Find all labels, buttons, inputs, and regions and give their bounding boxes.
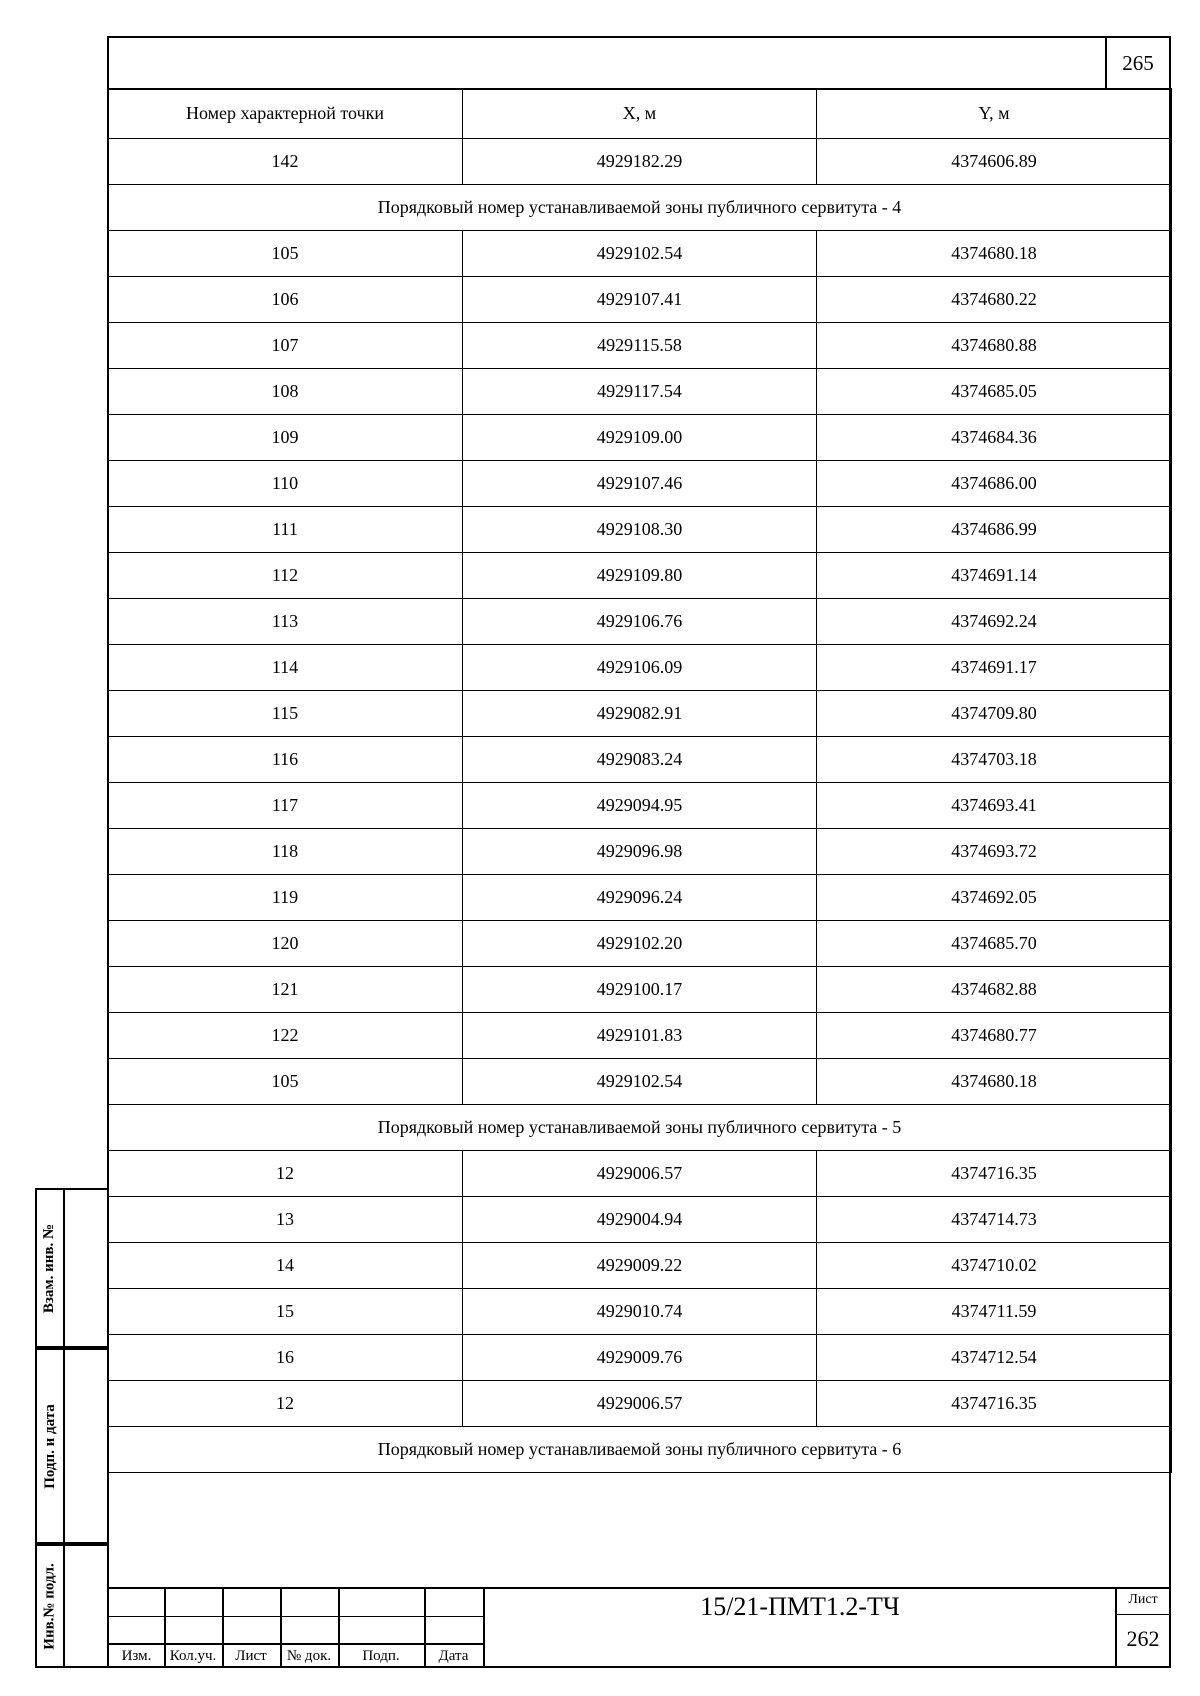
point-number-cell: 12 [108, 1381, 463, 1427]
y-coordinate-cell: 4374680.88 [817, 323, 1172, 369]
table-row [108, 921, 1172, 967]
y-coordinate-cell: 4374693.72 [817, 829, 1172, 875]
point-number-cell: 117 [108, 783, 463, 829]
y-coordinate-cell: 4374686.99 [817, 507, 1172, 553]
col-izm: Изм. [121, 1648, 152, 1664]
y-coordinate-cell: 4374691.14 [817, 553, 1172, 599]
y-coordinate-cell: 4374680.18 [817, 231, 1172, 277]
y-coordinate-cell: 4374682.88 [817, 967, 1172, 1013]
sheet-number: 262 [1126, 1626, 1160, 1651]
y-coordinate-cell: 4374684.36 [817, 415, 1172, 461]
point-number-cell: 121 [108, 967, 463, 1013]
x-coordinate-cell: 4929182.29 [463, 139, 817, 185]
table-row [108, 507, 1172, 553]
table-row [108, 599, 1172, 645]
y-coordinate-cell: 4374692.24 [817, 599, 1172, 645]
stamp-vzam-inv [35, 1188, 108, 1348]
x-coordinate-cell: 4929106.09 [463, 645, 817, 691]
y-coordinate-cell: 4374686.00 [817, 461, 1172, 507]
point-number-cell: 107 [108, 323, 463, 369]
table-row [108, 1335, 1172, 1381]
table-header-row [108, 89, 1172, 139]
x-coordinate-cell: 4929100.17 [463, 967, 817, 1013]
x-coordinate-cell: 4929083.24 [463, 737, 817, 783]
point-number-cell: 110 [108, 461, 463, 507]
table-row [108, 139, 1172, 185]
x-coordinate-cell: 4929009.76 [463, 1335, 817, 1381]
point-number-cell: 116 [108, 737, 463, 783]
y-coordinate-cell: 4374680.77 [817, 1013, 1172, 1059]
point-number-cell: 122 [108, 1013, 463, 1059]
point-number-cell: 118 [108, 829, 463, 875]
table-row [108, 829, 1172, 875]
section-title: Порядковый номер устанавливаемой зоны публичного сервитута - 4 [108, 185, 1172, 231]
table-row [108, 1151, 1172, 1197]
x-coordinate-cell: 4929102.20 [463, 921, 817, 967]
point-number-cell: 14 [108, 1243, 463, 1289]
y-coordinate-cell: 4374680.18 [817, 1059, 1172, 1105]
x-coordinate-cell: 4929094.95 [463, 783, 817, 829]
sheet-box-line [1115, 1614, 1171, 1615]
y-coordinate-cell: 4374703.18 [817, 737, 1172, 783]
table-row [108, 645, 1172, 691]
y-coordinate-cell: 4374685.05 [817, 369, 1172, 415]
section-title: Порядковый номер устанавливаемой зоны публичного сервитута - 6 [108, 1427, 1172, 1473]
y-coordinate-cell: 4374712.54 [817, 1335, 1172, 1381]
y-coordinate-cell: 4374709.80 [817, 691, 1172, 737]
header-point-number: Номер характерной точки [108, 89, 463, 139]
point-number-cell: 112 [108, 553, 463, 599]
header-y: Y, м [817, 89, 1172, 139]
stamp-inv-podl [35, 1544, 108, 1668]
col-doc-number: № док. [286, 1648, 332, 1664]
table-row [108, 1243, 1172, 1289]
table-row [108, 875, 1172, 921]
table-row [108, 691, 1172, 737]
x-coordinate-cell: 4929115.58 [463, 323, 817, 369]
point-number-cell: 12 [108, 1151, 463, 1197]
x-coordinate-cell: 4929082.91 [463, 691, 817, 737]
x-coordinate-cell: 4929096.24 [463, 875, 817, 921]
y-coordinate-cell: 4374716.35 [817, 1151, 1172, 1197]
y-coordinate-cell: 4374692.05 [817, 875, 1172, 921]
stamp-inv-podl-label: Инв.№ подл. [41, 1562, 58, 1650]
point-number-cell: 120 [108, 921, 463, 967]
col-list: Лист [235, 1648, 267, 1664]
x-coordinate-cell: 4929109.80 [463, 553, 817, 599]
col-kol-uch: Кол.уч. [169, 1648, 217, 1664]
x-coordinate-cell: 4929101.83 [463, 1013, 817, 1059]
table-body [108, 139, 1172, 1473]
x-coordinate-cell: 4929107.46 [463, 461, 817, 507]
point-number-cell: 106 [108, 277, 463, 323]
coordinates-table [107, 88, 1172, 1473]
table-row [108, 323, 1172, 369]
point-number-cell: 13 [108, 1197, 463, 1243]
table-row [108, 277, 1172, 323]
point-number-cell: 111 [108, 507, 463, 553]
stamp-podp-data [35, 1348, 108, 1544]
point-number-cell: 113 [108, 599, 463, 645]
point-number-cell: 142 [108, 139, 463, 185]
point-number-cell: 15 [108, 1289, 463, 1335]
y-coordinate-cell: 4374716.35 [817, 1381, 1172, 1427]
sheet-label: Лист [1128, 1592, 1158, 1607]
x-coordinate-cell: 4929004.94 [463, 1197, 817, 1243]
table-row [108, 553, 1172, 599]
x-coordinate-cell: 4929006.57 [463, 1151, 817, 1197]
x-coordinate-cell: 4929117.54 [463, 369, 817, 415]
table-row [108, 1289, 1172, 1335]
table-row [108, 461, 1172, 507]
point-number-cell: 109 [108, 415, 463, 461]
section-title: Порядковый номер устанавливаемой зоны публичного сервитута - 5 [108, 1105, 1172, 1151]
y-coordinate-cell: 4374693.41 [817, 783, 1172, 829]
table-row [108, 737, 1172, 783]
table-row [108, 1381, 1172, 1427]
table-row [108, 967, 1172, 1013]
x-coordinate-cell: 4929009.22 [463, 1243, 817, 1289]
point-number-cell: 105 [108, 1059, 463, 1105]
header-x: X, м [463, 89, 817, 139]
y-coordinate-cell: 4374691.17 [817, 645, 1172, 691]
y-coordinate-cell: 4374711.59 [817, 1289, 1172, 1335]
table-row [108, 783, 1172, 829]
x-coordinate-cell: 4929106.76 [463, 599, 817, 645]
x-coordinate-cell: 4929109.00 [463, 415, 817, 461]
document-code: 15/21-ПМТ1.2-ТЧ [700, 1592, 900, 1621]
table-row [108, 415, 1172, 461]
page-number-top: 265 [1122, 50, 1154, 75]
x-coordinate-cell: 4929010.74 [463, 1289, 817, 1335]
x-coordinate-cell: 4929102.54 [463, 231, 817, 277]
point-number-cell: 119 [108, 875, 463, 921]
y-coordinate-cell: 4374710.02 [817, 1243, 1172, 1289]
y-coordinate-cell: 4374714.73 [817, 1197, 1172, 1243]
col-podp: Подп. [362, 1648, 400, 1664]
x-coordinate-cell: 4929107.41 [463, 277, 817, 323]
x-coordinate-cell: 4929102.54 [463, 1059, 817, 1105]
table-row [108, 1197, 1172, 1243]
stamp-podp-data-label: Подп. и дата [41, 1403, 58, 1489]
section-row [108, 185, 1172, 231]
point-number-cell: 108 [108, 369, 463, 415]
point-number-cell: 115 [108, 691, 463, 737]
title-block-top-line [107, 1587, 1171, 1589]
x-coordinate-cell: 4929108.30 [463, 507, 817, 553]
table-row [108, 231, 1172, 277]
section-row [108, 1105, 1172, 1151]
section-row [108, 1427, 1172, 1473]
x-coordinate-cell: 4929006.57 [463, 1381, 817, 1427]
table-row [108, 1059, 1172, 1105]
point-number-cell: 16 [108, 1335, 463, 1381]
y-coordinate-cell: 4374680.22 [817, 277, 1172, 323]
table-row [108, 369, 1172, 415]
col-data: Дата [438, 1648, 469, 1664]
y-coordinate-cell: 4374685.70 [817, 921, 1172, 967]
table-row [108, 1013, 1172, 1059]
stamp-vzam-inv-label: Взам. инв. № [41, 1223, 58, 1313]
x-coordinate-cell: 4929096.98 [463, 829, 817, 875]
y-coordinate-cell: 4374606.89 [817, 139, 1172, 185]
point-number-cell: 105 [108, 231, 463, 277]
point-number-cell: 114 [108, 645, 463, 691]
